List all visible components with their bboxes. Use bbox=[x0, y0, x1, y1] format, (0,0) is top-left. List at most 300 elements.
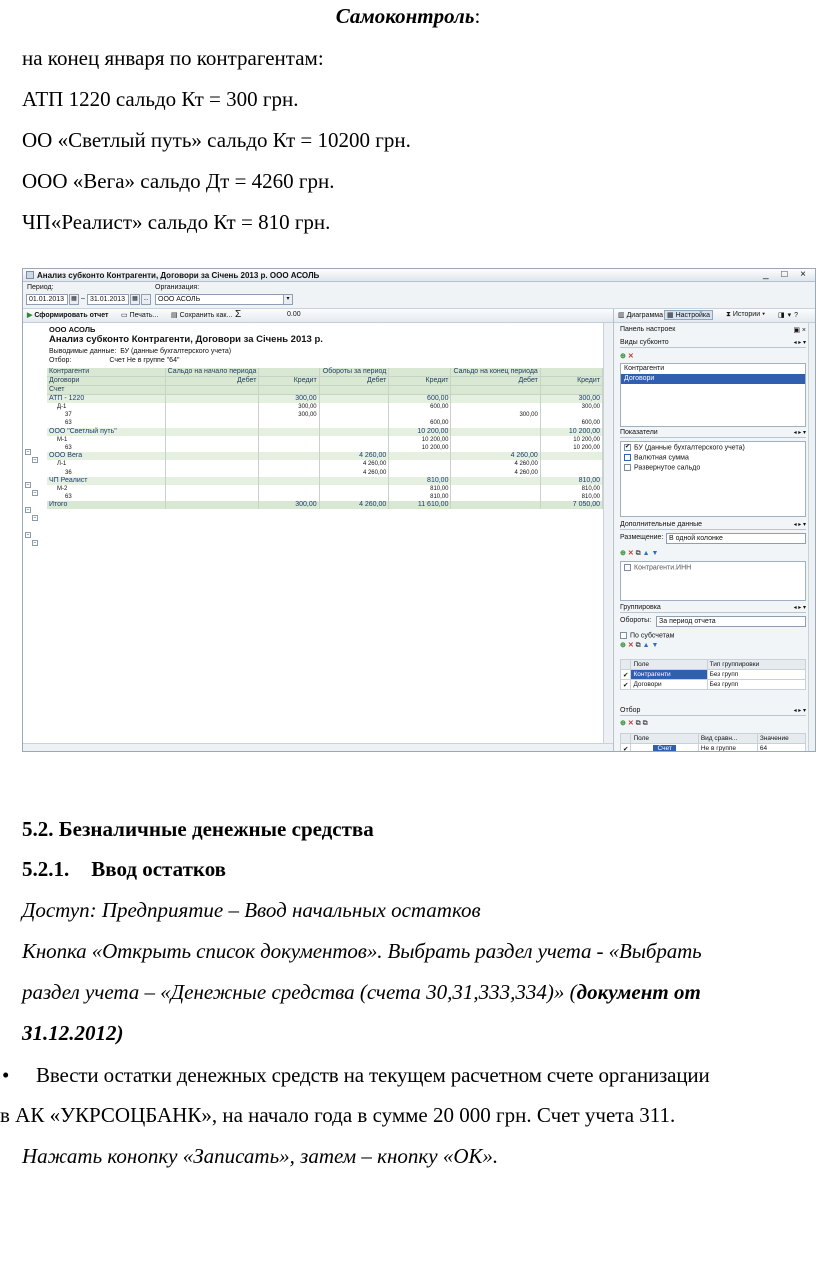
table-row bbox=[47, 403, 603, 411]
self-check-heading bbox=[0, 3, 816, 29]
checkbox[interactable]: ✔ bbox=[621, 744, 631, 753]
extra-data-header bbox=[620, 521, 806, 530]
filter-table bbox=[620, 733, 806, 752]
row-label: М-2 bbox=[47, 485, 165, 493]
turnover-label: Обороты: bbox=[620, 617, 652, 624]
date-to-input[interactable]: 31.01.2013 bbox=[87, 294, 129, 305]
row-label: 36 bbox=[47, 469, 165, 477]
value-cell bbox=[319, 395, 389, 404]
value-cell: Сальдо на конец периода bbox=[451, 368, 540, 377]
section-arrows-icon[interactable]: ◂ ▸ ▾ bbox=[793, 708, 806, 714]
subkonto-item[interactable]: Контрагенти bbox=[624, 365, 665, 372]
indicator-row[interactable] bbox=[624, 454, 802, 464]
indicator-row[interactable] bbox=[624, 444, 802, 454]
col-compare: Вид сравн... bbox=[698, 734, 757, 744]
subkonto-list bbox=[620, 363, 806, 427]
doc-line-2: АТП 1220 сальдо Кт = 300 грн. bbox=[22, 87, 299, 111]
value-cell: 4 260,00 bbox=[451, 460, 540, 468]
value-cell bbox=[389, 368, 451, 377]
copy-icon[interactable]: ⧉ bbox=[635, 642, 641, 650]
subkonto-header bbox=[620, 339, 806, 348]
value-cell bbox=[451, 444, 540, 452]
move-up-icon[interactable]: ▲ bbox=[642, 642, 650, 650]
table-row bbox=[47, 477, 603, 485]
value-cell: Дебет bbox=[451, 377, 540, 386]
value-cell bbox=[165, 477, 259, 485]
value-cell bbox=[319, 386, 389, 395]
value-cell bbox=[259, 436, 319, 444]
subaccounts-row[interactable] bbox=[620, 632, 806, 639]
table-row bbox=[47, 469, 603, 477]
value-cell: Обороты за период bbox=[319, 368, 389, 377]
value-cell: 600,00 bbox=[389, 395, 451, 404]
row-label: ЧП Реалист bbox=[47, 477, 165, 485]
panel-tool-icons[interactable]: ◨▾? bbox=[778, 312, 802, 319]
extra-actions bbox=[620, 549, 806, 558]
table-row bbox=[47, 460, 603, 468]
table-header-row bbox=[47, 368, 603, 377]
doc-line-1: на конец января по контрагентам: bbox=[22, 46, 324, 70]
report-vertical-scrollbar[interactable] bbox=[603, 323, 612, 743]
tab-history-label: Истории bbox=[732, 311, 761, 318]
copy-icon[interactable]: ⧉ bbox=[635, 720, 641, 727]
chevron-down-icon[interactable]: ▾ bbox=[283, 294, 293, 305]
value-cell bbox=[259, 485, 319, 493]
value-cell bbox=[165, 444, 259, 452]
value-cell: 7 050,00 bbox=[540, 501, 602, 509]
tab-settings-label: Настройка bbox=[675, 312, 711, 319]
value-cell: Кредит bbox=[389, 377, 451, 386]
value-cell bbox=[319, 436, 389, 444]
value-cell: 4 260,00 bbox=[319, 460, 389, 468]
delete-icon[interactable]: ✕ bbox=[627, 720, 634, 727]
org-label: Организация: bbox=[155, 284, 200, 291]
save-label: Сохранить как... bbox=[179, 312, 233, 319]
table-row bbox=[47, 444, 603, 452]
sum-value: 0.00 bbox=[287, 311, 301, 318]
value-cell bbox=[540, 452, 602, 460]
value-cell bbox=[319, 428, 389, 436]
indicators-list bbox=[620, 441, 806, 517]
value-cell bbox=[165, 501, 259, 509]
value-cell bbox=[259, 419, 319, 427]
output-value: БУ (данные бухгалтерского учета) bbox=[120, 348, 232, 355]
row-label: Счет bbox=[47, 386, 165, 395]
play-icon: ▶ bbox=[27, 312, 35, 319]
value-cell: 300,00 bbox=[259, 403, 319, 411]
value-cell bbox=[165, 469, 259, 477]
indicators-title: Показатели bbox=[620, 429, 658, 436]
row-label: 63 bbox=[47, 444, 165, 452]
section-arrows-icon[interactable]: ◂ ▸ ▾ bbox=[793, 430, 806, 436]
report-filter bbox=[49, 357, 179, 364]
value-cell bbox=[259, 444, 319, 452]
report-table bbox=[47, 368, 603, 509]
button-line-2-bold: документ от bbox=[576, 980, 701, 1004]
value-cell: 300,00 bbox=[540, 403, 602, 411]
value-cell: Кредит bbox=[540, 377, 602, 386]
add-icon[interactable]: ⊕ bbox=[620, 353, 626, 360]
subsection-heading bbox=[22, 856, 226, 882]
value-cell: Кредит bbox=[259, 377, 319, 386]
grouping-field: Контрагенти bbox=[631, 670, 707, 680]
collapse-icon[interactable]: − bbox=[26, 532, 30, 538]
print-label: Печать... bbox=[129, 312, 159, 319]
add-icon[interactable]: ⊕ bbox=[620, 720, 626, 727]
collapse-icon[interactable]: − bbox=[26, 507, 30, 513]
value-cell bbox=[319, 444, 389, 452]
indicator-row[interactable] bbox=[624, 464, 802, 474]
value-cell bbox=[389, 452, 451, 460]
filter-actions bbox=[620, 719, 806, 728]
checkbox[interactable] bbox=[620, 632, 627, 639]
table-row bbox=[47, 436, 603, 444]
filter-field: Счет bbox=[653, 745, 675, 752]
collapse-icon[interactable]: − bbox=[26, 482, 30, 488]
value-cell bbox=[319, 477, 389, 485]
generate-report-button[interactable] bbox=[27, 311, 108, 319]
value-cell: 4 260,00 bbox=[319, 501, 389, 509]
report-window bbox=[22, 268, 816, 752]
extra-data-section bbox=[620, 521, 806, 558]
window-titlebar bbox=[23, 269, 815, 282]
value-cell: 600,00 bbox=[389, 403, 451, 411]
grouping-row[interactable] bbox=[621, 670, 806, 680]
row-label: ООО "Светлый путь" bbox=[47, 428, 165, 436]
value-cell bbox=[451, 501, 540, 509]
value-cell bbox=[451, 403, 540, 411]
bullet-line-2: в АК «УКРСОЦБАНК», на начало года в сумме 20 000 грн. Счет учета 311. bbox=[0, 1103, 676, 1127]
row-label: АТП - 1220 bbox=[47, 395, 165, 404]
filter-section bbox=[620, 707, 806, 728]
parameter-bar bbox=[23, 282, 815, 309]
value-cell bbox=[451, 428, 540, 436]
filter-table-header bbox=[621, 734, 806, 744]
table-row bbox=[47, 493, 603, 501]
col-group-type: Тип группировки bbox=[707, 660, 805, 670]
value-cell bbox=[165, 403, 259, 411]
value-cell: 300,00 bbox=[540, 395, 602, 404]
value-cell: 4 260,00 bbox=[451, 452, 540, 460]
value-cell bbox=[451, 436, 540, 444]
calendar-icon[interactable]: ▦ bbox=[130, 294, 140, 305]
move-up-icon[interactable]: ▲ bbox=[642, 550, 650, 557]
calendar-icon[interactable]: ▦ bbox=[69, 294, 79, 305]
indicators-section bbox=[620, 429, 806, 438]
collapse-icon[interactable]: − bbox=[33, 490, 37, 496]
turnover-row bbox=[620, 617, 806, 629]
value-cell: 10 200,00 bbox=[389, 428, 451, 436]
table-row bbox=[47, 428, 603, 436]
value-cell: Дебет bbox=[165, 377, 259, 386]
button-line-3: 31.12.2012) bbox=[22, 1021, 124, 1045]
tab-diagram-label: Диаграмма bbox=[626, 312, 663, 319]
period-label: Период: bbox=[27, 284, 54, 291]
table-row bbox=[47, 395, 603, 404]
filter-compare: Не в группе bbox=[698, 744, 757, 753]
row-label: Д-1 bbox=[47, 403, 165, 411]
total-row bbox=[47, 501, 603, 509]
section-arrows-icon[interactable]: ◂ ▸ ▾ bbox=[793, 340, 806, 346]
indicator-label: Развернутое сальдо bbox=[634, 464, 701, 472]
row-label: Л-1 bbox=[47, 460, 165, 468]
report-org: ООО АСОЛЬ bbox=[49, 325, 96, 334]
delete-icon[interactable]: ✕ bbox=[627, 550, 634, 557]
value-cell: 810,00 bbox=[540, 485, 602, 493]
value-cell: 10 200,00 bbox=[540, 428, 602, 436]
value-cell bbox=[165, 395, 259, 404]
row-label: 63 bbox=[47, 419, 165, 427]
add-icon[interactable]: ⊕ bbox=[620, 550, 626, 557]
value-cell: Сальдо на начало периода bbox=[165, 368, 259, 377]
value-cell bbox=[259, 428, 319, 436]
filter-row[interactable] bbox=[621, 744, 806, 753]
value-cell: 300,00 bbox=[259, 411, 319, 419]
value-cell bbox=[165, 419, 259, 427]
subkonto-item[interactable]: Договори bbox=[621, 374, 805, 384]
value-cell: 300,00 bbox=[451, 411, 540, 419]
value-cell: 810,00 bbox=[540, 493, 602, 501]
collapse-icon[interactable]: − bbox=[26, 449, 30, 455]
value-cell bbox=[540, 460, 602, 468]
grouping-row[interactable] bbox=[621, 680, 806, 690]
value-cell bbox=[540, 411, 602, 419]
turnover-select[interactable]: За период отчета bbox=[656, 616, 806, 627]
value-cell bbox=[165, 386, 259, 395]
heading-colon: : bbox=[474, 4, 481, 28]
tab-history[interactable]: ⧗ Истории ▾ bbox=[726, 311, 766, 318]
row-label: Итого bbox=[47, 501, 165, 509]
value-cell bbox=[165, 428, 259, 436]
value-cell bbox=[259, 368, 319, 377]
value-cell bbox=[165, 460, 259, 468]
doc-line-5: ЧП«Реалист» сальдо Кт = 810 грн. bbox=[22, 210, 331, 234]
filter-title: Отбор bbox=[620, 707, 641, 714]
value-cell: 4 260,00 bbox=[319, 469, 389, 477]
value-cell bbox=[319, 485, 389, 493]
report-horizontal-scrollbar[interactable] bbox=[23, 743, 613, 752]
extra-data-title: Дополнительные данные bbox=[620, 521, 702, 528]
value-cell bbox=[259, 493, 319, 501]
value-cell bbox=[259, 469, 319, 477]
hourglass-icon: ⧗ bbox=[726, 311, 733, 318]
table-row bbox=[47, 485, 603, 493]
value-cell: 10 200,00 bbox=[389, 444, 451, 452]
value-cell: 600,00 bbox=[540, 419, 602, 427]
doc-line-3: ОО «Светлый путь» сальдо Кт = 10200 грн. bbox=[22, 128, 411, 152]
value-cell: 810,00 bbox=[389, 485, 451, 493]
heading-text: Самоконтроль bbox=[335, 4, 475, 28]
save-icon: ▤ bbox=[171, 312, 180, 319]
table-header-row bbox=[47, 386, 603, 395]
collapse-icon[interactable]: − bbox=[33, 540, 37, 546]
checkbox[interactable]: ✔ bbox=[621, 680, 631, 690]
report-toolbar bbox=[23, 309, 613, 323]
grouping-field: Договори bbox=[631, 680, 707, 690]
subaccounts-label: По субсчетам bbox=[630, 632, 675, 640]
settings-icon: ▦ bbox=[667, 312, 676, 319]
window-title: Анализ субконто Контрагенти, Договори за Січень 2013 р. ООО АСОЛЬ bbox=[37, 271, 320, 280]
copy-icon[interactable]: ⧉ bbox=[642, 720, 648, 727]
value-cell bbox=[259, 477, 319, 485]
subsection-title: Ввод остатков bbox=[91, 857, 227, 881]
copy-icon[interactable]: ⧉ bbox=[635, 550, 641, 557]
value-cell bbox=[165, 493, 259, 501]
col-field: Поле bbox=[631, 660, 707, 670]
section-arrows-icon[interactable]: ◂ ▸ ▾ bbox=[793, 605, 806, 611]
collapse-icon[interactable]: − bbox=[33, 515, 37, 521]
panel-scrollbar[interactable] bbox=[808, 323, 816, 752]
period-dash: – bbox=[81, 295, 85, 302]
subkonto-actions bbox=[620, 352, 806, 360]
panel-controls-icon[interactable]: ▣ × bbox=[793, 327, 806, 334]
grouping-type: Без групп bbox=[707, 670, 805, 680]
value-cell: 10 200,00 bbox=[540, 444, 602, 452]
value-cell bbox=[165, 452, 259, 460]
grouping-table bbox=[620, 659, 806, 690]
value-cell bbox=[451, 386, 540, 395]
printer-icon: ▭ bbox=[121, 312, 130, 319]
value-cell: 11 610,00 bbox=[389, 501, 451, 509]
sigma-icon[interactable]: Σ bbox=[235, 309, 242, 320]
checkbox[interactable] bbox=[624, 454, 631, 461]
placement-row bbox=[620, 534, 806, 546]
grouping-title: Группировка bbox=[620, 604, 661, 611]
report-title: Анализ субконто Контрагенти, Договори за Січень 2013 р. bbox=[49, 334, 323, 345]
org-input[interactable]: ООО АСОЛЬ bbox=[155, 294, 293, 305]
filter-field-cell bbox=[631, 744, 698, 753]
section-arrows-icon[interactable]: ◂ ▸ ▾ bbox=[793, 522, 806, 528]
filter-label: Отбор: bbox=[49, 357, 72, 364]
doc-line-4: ООО «Вега» сальдо Дт = 4260 грн. bbox=[22, 169, 335, 193]
table-header-row bbox=[47, 377, 603, 386]
save-as-button[interactable] bbox=[171, 311, 232, 319]
panel-title: Панель настроек bbox=[620, 326, 676, 333]
collapse-icon[interactable]: − bbox=[33, 457, 37, 463]
value-cell bbox=[319, 419, 389, 427]
value-cell bbox=[540, 386, 602, 395]
indicator-label: БУ (данные бухгалтерского учета) bbox=[634, 444, 745, 452]
table-row bbox=[47, 419, 603, 427]
generate-label: Сформировать отчет bbox=[34, 312, 109, 319]
row-label: Контрагенти bbox=[47, 368, 165, 377]
extra-item-label: Контрагенти.ИНН bbox=[634, 564, 692, 572]
access-line: Доступ: Предприятие – Ввод начальных остатков bbox=[22, 898, 481, 922]
value-cell bbox=[451, 395, 540, 404]
value-cell: 10 200,00 bbox=[389, 436, 451, 444]
value-cell bbox=[451, 485, 540, 493]
panel-toolbar bbox=[614, 309, 816, 323]
tab-settings[interactable] bbox=[664, 310, 713, 320]
value-cell bbox=[259, 460, 319, 468]
value-cell bbox=[165, 436, 259, 444]
tab-diagram[interactable] bbox=[618, 311, 663, 319]
value-cell: 300,00 bbox=[259, 501, 319, 509]
window-controls[interactable]: _ □ × bbox=[763, 269, 811, 280]
col-value: Значение bbox=[757, 734, 805, 744]
value-cell: 10 200,00 bbox=[540, 436, 602, 444]
grouping-type: Без групп bbox=[707, 680, 805, 690]
filter-header bbox=[620, 707, 806, 716]
value-cell bbox=[259, 452, 319, 460]
extra-data-item[interactable] bbox=[624, 564, 802, 571]
value-cell bbox=[540, 469, 602, 477]
add-icon[interactable]: ⊕ bbox=[620, 642, 626, 650]
report-area bbox=[23, 323, 603, 743]
window-icon bbox=[26, 271, 34, 279]
move-down-icon[interactable]: ▼ bbox=[651, 642, 659, 650]
checkbox[interactable] bbox=[624, 464, 631, 471]
button-line-2 bbox=[22, 979, 701, 1005]
value-cell bbox=[165, 411, 259, 419]
placement-label: Размещение: bbox=[620, 534, 664, 541]
grouping-table-header bbox=[621, 660, 806, 670]
value-cell bbox=[389, 411, 451, 419]
print-button[interactable] bbox=[121, 311, 158, 319]
value-cell: Дебет bbox=[319, 377, 389, 386]
value-cell: 810,00 bbox=[389, 477, 451, 485]
delete-icon[interactable]: ✕ bbox=[627, 642, 634, 650]
subsection-number: 5.2.1. bbox=[22, 857, 70, 881]
settings-panel bbox=[613, 309, 816, 752]
grouping-section bbox=[620, 604, 806, 650]
bullet-marker: • bbox=[2, 1063, 10, 1087]
value-cell: 810,00 bbox=[389, 493, 451, 501]
grouping-header bbox=[620, 604, 806, 613]
value-cell bbox=[451, 477, 540, 485]
move-down-icon[interactable]: ▼ bbox=[651, 550, 659, 557]
button-line-1: Кнопка «Открыть список документов». Выбрать раздел учета - «Выбрать bbox=[22, 939, 702, 963]
delete-icon[interactable]: ✕ bbox=[627, 353, 634, 360]
value-cell bbox=[389, 460, 451, 468]
value-cell bbox=[389, 469, 451, 477]
date-from-input[interactable]: 01.01.2013 bbox=[26, 294, 68, 305]
value-cell bbox=[319, 411, 389, 419]
checkbox[interactable]: ✔ bbox=[625, 444, 631, 450]
filter-value: Счет Не в группе "64" bbox=[109, 357, 180, 364]
col-field: Поле bbox=[631, 734, 698, 744]
value-cell bbox=[259, 386, 319, 395]
period-select-button[interactable]: ... bbox=[141, 294, 151, 305]
grouping-actions bbox=[620, 641, 806, 650]
button-line-2-text: раздел учета – «Денежные средства (счета 30,31,333,334)» ( bbox=[22, 980, 577, 1004]
checkbox[interactable]: ✔ bbox=[621, 670, 631, 680]
table-row bbox=[47, 452, 603, 460]
tree-toggles bbox=[25, 449, 45, 569]
chart-icon: ▥ bbox=[618, 312, 627, 319]
subkonto-title: Виды субконто bbox=[620, 339, 669, 346]
placement-select[interactable]: В одной колонке bbox=[666, 533, 806, 544]
value-cell: 4 260,00 bbox=[319, 452, 389, 460]
value-cell: 810,00 bbox=[540, 477, 602, 485]
checkbox[interactable] bbox=[624, 564, 631, 571]
panel-title-row bbox=[620, 326, 806, 333]
row-label: 63 bbox=[47, 493, 165, 501]
table-row bbox=[47, 411, 603, 419]
value-cell bbox=[319, 493, 389, 501]
value-cell bbox=[451, 419, 540, 427]
final-line: Нажать конопку «Записать», затем – кнопку «ОК». bbox=[22, 1144, 499, 1168]
value-cell: 300,00 bbox=[259, 395, 319, 404]
section-heading: 5.2. Безналичные денежные средства bbox=[22, 817, 374, 841]
row-label: 37 bbox=[47, 411, 165, 419]
indicators-header bbox=[620, 429, 806, 438]
filter-value-cell: 64 bbox=[757, 744, 805, 753]
report-output bbox=[49, 348, 231, 355]
value-cell bbox=[451, 493, 540, 501]
row-label: М-1 bbox=[47, 436, 165, 444]
row-label: Договори bbox=[47, 377, 165, 386]
